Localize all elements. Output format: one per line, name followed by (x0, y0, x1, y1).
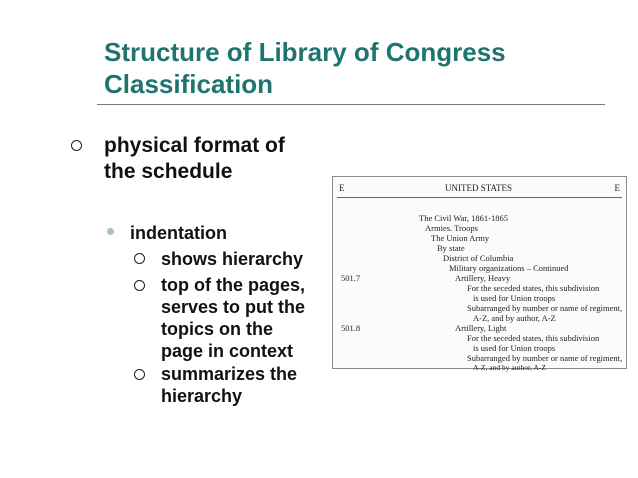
schedule-line: By state (437, 243, 465, 253)
schedule-line: is used for Union troops (473, 343, 556, 353)
schedule-line: District of Columbia (443, 253, 514, 263)
schedule-line: Artillery, Heavy (455, 273, 511, 283)
schedule-line: For the seceded states, this subdivision (467, 283, 600, 293)
schedule-line: is used for Union troops (473, 293, 556, 303)
schedule-line: A-Z, and by author, A-Z (473, 363, 547, 372)
bullet-physical-format: physical format of the schedule (104, 134, 285, 183)
schedule-line: Artillery, Light (455, 323, 507, 333)
bullet-shows-hierarchy: shows hierarchy (161, 249, 304, 269)
schedule-line: Subarranged by number or name of regiment, (467, 303, 623, 313)
circle-bullet-icon (134, 280, 145, 291)
schedule-line: For the seceded states, this subdivision (467, 333, 600, 343)
class-number: 501.7 (341, 273, 361, 283)
circle-bullet-icon (71, 140, 82, 151)
schedule-line: The Civil War, 1861-1865 (419, 213, 509, 223)
header-center: UNITED STATES (445, 183, 513, 193)
header-rule (337, 197, 622, 198)
slide-title: Structure of Library of Congress Classification (104, 37, 506, 99)
dot-bullet-icon (107, 228, 114, 235)
header-right: E (614, 183, 620, 193)
schedule-line: Armies. Troops (425, 223, 478, 233)
circle-bullet-icon (134, 369, 145, 380)
schedule-line: Military organizations – Continued (449, 263, 569, 273)
class-number: 501.8 (341, 323, 361, 333)
circle-bullet-icon (134, 253, 145, 264)
schedule-line: A-Z, and by author, A-Z (473, 313, 556, 323)
bullet-summarizes: summarizes the hierarchy (161, 364, 298, 406)
bullet-top-of-pages: top of the pages, serves to put the topics on the page in context (161, 275, 306, 361)
title-divider (97, 104, 605, 105)
schedule-line: Subarranged by number or name of regiment, (467, 353, 623, 363)
schedule-line: The Union Army (431, 233, 490, 243)
schedule-page-image (332, 176, 627, 372)
bullet-indentation: indentation (130, 223, 227, 243)
header-left: E (339, 183, 345, 193)
